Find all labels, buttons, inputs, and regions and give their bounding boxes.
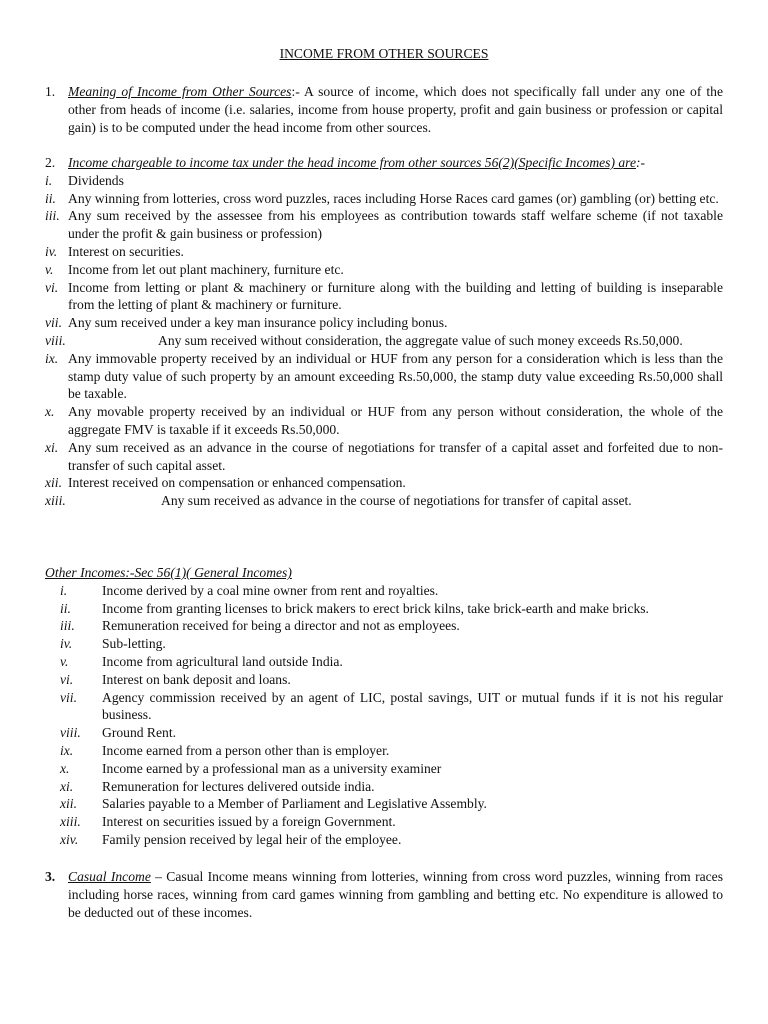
list-item-text: Remuneration received for being a director and not as employees. [102,618,460,634]
list-item-text: Agency commission received by an agent of LIC, postal savings, UIT or mutual funds if it is not his regular business. [102,689,723,723]
list-item [45,813,723,831]
list-item [45,653,723,671]
list-item [45,760,723,778]
list-item-text: Income earned from a person other than is employer. [102,742,390,758]
section-1-paragraph [45,83,723,136]
list-item-text: Any sum received without consideration, the aggregate value of such money exceeds Rs.50,000. [158,332,683,348]
section-heading: Income chargeable to income tax under the head income from other sources 56(2)(Specific Incomes) are [68,155,636,170]
list-item [45,671,723,689]
section-3-paragraph [45,868,723,921]
heading-dash: – [150,869,167,884]
list-item-number: xiv. [60,831,79,847]
list-item-text: Family pension received by legal heir of the employee. [102,831,402,847]
list-item [45,314,723,332]
section-2-heading-row [45,154,723,172]
list-item-number: iii. [45,208,60,224]
list-item-number: viii. [45,332,66,348]
list-item [45,190,723,208]
list-item-number: xi. [60,778,74,794]
list-item-text: Any sum received by the assessee from his employees as contribution towards staff welfare scheme (if not taxable under the profit & gain business or profession) [68,208,723,242]
list-item-number: ix. [45,350,59,366]
list-item-number: xi. [45,439,59,455]
section-text: Casual Income means winning from lotteries, winning from cross word puzzles, winning from races including horse races, winning from card games winning from gambling and betting etc. No expenditure is allowed to be deducted out of these incomes. [68,869,723,920]
list-item [45,403,723,439]
list-item-number: vii. [60,689,77,705]
list-item-number: vi. [45,279,59,295]
list-item-text: Any sum received under a key man insurance policy including bonus. [68,315,448,331]
list-item-number: xii. [45,475,62,491]
list-item-number: x. [60,760,70,776]
list-item-number: iv. [60,636,73,652]
list-item-number: v. [60,653,69,669]
list-item-text: Any sum received as advance in the course of negotiations for transfer of capital asset. [161,493,632,509]
section-specific-incomes [45,154,723,510]
list-item-number: vii. [45,315,62,331]
list-item [45,332,723,350]
section-general-incomes [45,564,723,849]
heading-suffix: :- [636,155,646,170]
list-item-text: Any immovable property received by an individual or HUF from any person for a consideration which is less than the stamp duty value of such property by an amount exceeding Rs.50,000, the stamp duty value exceeding Rs.50,000 shall be taxable. [68,350,723,402]
list-item-number: i. [60,582,68,598]
list-item [45,795,723,813]
section-casual-income [45,868,723,921]
list-item-number: xiii. [45,493,66,509]
list-item-text: Interest received on compensation or enhanced compensation. [68,475,406,491]
list-item [45,689,723,725]
section-number: 3. [45,869,56,884]
section-meaning [45,83,723,136]
list-item [45,778,723,796]
heading-suffix: :- [291,84,305,99]
list-item-number: ii. [45,190,56,206]
list-item [45,635,723,653]
list-item-text: Any movable property received by an individual or HUF from any person without consideration, the whole of the aggregate FMV is taxable if it exceeds Rs.50,000. [68,404,723,437]
list-item-text: Income from granting licenses to brick makers to erect brick kilns, take brick-earth and make bricks. [102,600,649,616]
list-item-number: xiii. [60,814,81,830]
list-item-number: i. [45,172,53,188]
list-item [45,474,723,492]
list-item-number: ii. [60,600,71,616]
list-item-text: Sub-letting. [102,636,166,652]
list-item-number: xii. [60,796,77,812]
list-item [45,492,723,510]
list-item [45,617,723,635]
list-item [45,261,723,279]
list-item-text: Income earned by a professional man as a university examiner [102,760,442,776]
section-text: A source of income, which does not specifically fall under any one of the other from heads of income (i.e. salaries, income from house property, profit and gain business or profession or capital gain) is to be computed under the head income from other sources. [68,84,723,135]
list-item-text: Remuneration for lectures delivered outside india. [102,778,375,794]
list-item [45,207,723,243]
list-item-number: v. [45,261,54,277]
list-item [45,350,723,403]
section-heading: Casual Income [68,869,151,884]
list-item-number: vi. [60,671,74,687]
list-item [45,831,723,849]
list-item [45,600,723,618]
list-item-number: x. [45,404,55,420]
page-title: INCOME FROM OTHER SOURCES [279,46,489,61]
list-item-text: Income from agricultural land outside India. [102,653,343,669]
list-item-number: ix. [60,742,74,758]
section-number: 2. [45,155,56,170]
list-item-text: Salaries payable to a Member of Parliament and Legislative Assembly. [102,796,487,812]
section-heading: Other Incomes:-Sec 56(1)( General Incomes) [45,565,292,580]
list-item [45,582,723,600]
list-item-text: Interest on securities. [68,243,184,259]
list-item-text: Dividends [68,172,124,188]
list-item [45,742,723,760]
section-heading: Meaning of Income from Other Sources [68,84,292,99]
section-number: 1. [45,84,56,99]
list-item [45,724,723,742]
list-item [45,439,723,475]
list-item-text: Income from letting or plant & machinery or furniture along with the building and letting of building is inseparable from the letting of plant & machinery or furniture. [68,279,723,313]
list-item-text: Interest on securities issued by a foreign Government. [102,814,396,830]
list-item-text: Income from let out plant machinery, furniture etc. [68,261,344,277]
list-item-number: viii. [60,725,81,741]
list-item [45,172,723,190]
list-item-text: Income derived by a coal mine owner from rent and royalties. [102,582,439,598]
list-item-text: Any winning from lotteries, cross word puzzles, races including Horse Races card games (or) gambling (or) betting etc. [68,190,719,206]
list-item-text: Interest on bank deposit and loans. [102,671,291,687]
list-item-number: iv. [45,243,58,259]
list-item-text: Ground Rent. [102,725,177,741]
list-item [45,279,723,315]
list-item-number: iii. [60,618,75,634]
list-item-text: Any sum received as an advance in the course of negotiations for transfer of a capital asset and forfeited due to non-transfer of such capital asset. [68,439,723,473]
list-item [45,243,723,261]
